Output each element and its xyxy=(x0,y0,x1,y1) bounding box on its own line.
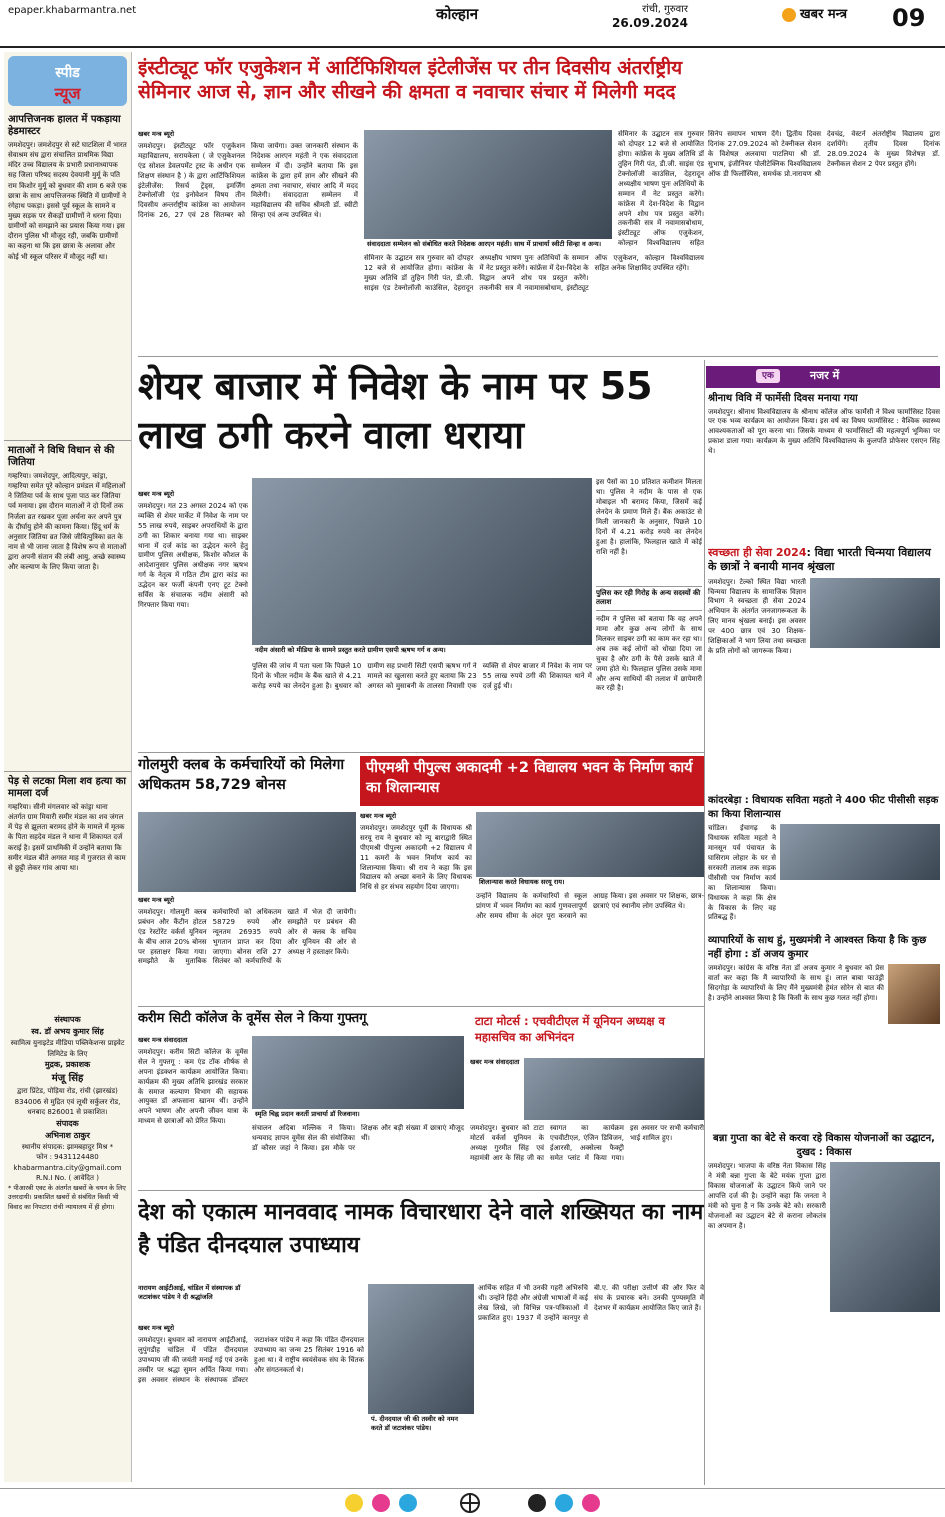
karim-col1 xyxy=(138,1036,248,1186)
address: द्वारा प्रिंटेड, पोड़िया रोड, रांची (झारखंड) 834006 से मुद्रित एवं लूथी सर्कुलर रोड, धनबाद 826001 से प्रकाशित। xyxy=(14,1087,121,1116)
editor-name: अभिनाश ठाकुर xyxy=(45,1130,90,1140)
top-article-col1 xyxy=(138,130,358,352)
top-body-3a: सेमिनार के उद्घाटन सत्र गुरुवार को दोपहर 12 बजे से आयोजित होगा। कांफ्रेंस के मुख्य अतिथि डॉ तुहिन गिरी पंत, डी.जी. साइंस एंड टेक्नोलॉजी काउंसिल, देहरादून अध्यक्षीय भाषण पुनः अतिथियों के सम्मान में नेट प्रस्तुत करेंगे। कांफ्रेंस में देश-विदेश के विद्वान अपने शोध पत्र प्रस्तुत करेंगे। तकनीकी सत्र में नवामासबोधाम, इंस्टीट्यूट ऑफ एजुकेशन, कोल्हान विश्वविद्यालय सहित xyxy=(618,130,704,248)
deen-body-2: आर्थिक सहित में भी उनकी गहरी अभिरुचि थी। उन्होंने हिंदी और अंग्रेजी भाषाओं में कई लेख लिखे, जो विभिन्न पत्र-पत्रिकाओं में प्रकाशित हुए। 1937 में उन्होंने कानपुर से बी.ए. की परीक्षा उत्तीर्ण की और फिर वे संघ के प्रचारक बने। उनकी पुण्यस्मृति में देशभर में कार्यक्रम आयोजित किए जाते हैं। xyxy=(478,1284,704,1322)
share-byline: खबर मन्त्र ब्यूरो xyxy=(138,490,175,498)
imprint-title: संस्थापक xyxy=(54,1015,81,1024)
deen-headline-block xyxy=(138,1196,704,1280)
deen-photo-caption: पं. दीनदयाल जी की तस्वीर को नमन करते डॉ जटाशंकर पांडेय। xyxy=(368,1414,474,1434)
top-article-col4 xyxy=(708,130,940,352)
phone: फोन : 9431124480 xyxy=(36,1153,99,1161)
left-body-3: गम्हरिया। सीनी मंगलवार को कांड्रा थाना अंतर्गत ग्राम मियारी समीर मंडल का शव जंगल में पेड़ से झूलता बरामद होने के मामले में मृतक के पिता सहदेव मंडल ने थाना में शिकायत दर्ज कराई है। इसमें प्राथमिकी में उन्होंने बताया कि समीर मंडल बीते अगस्त माह में गुजरात से काम से छुट्टी लेकर गांव आया था। xyxy=(8,803,126,872)
bonus-article xyxy=(138,896,356,1004)
pm-body: जमशेदपुर। जमशेदपुर पूर्वी के विधायक श्री सरयू राय ने बुधवार को न्यू बाराद्वारी स्थित पीएमश्री पीपुल्स अकादमी +2 विद्यालय में 11 कमरों के भवन निर्माण कार्य का शिलान्यास किया। श्री राय ने कहा कि इस विद्यालय को अच्छा बनाने के लिए विधायक निधि से हर संभव सहयोग दिया जाएगा। xyxy=(360,823,472,892)
right-body-3: चांडिल। ईचागढ़ के विधायक सविता महतो ने मानसून पर्व पंचायत के घासिराम लोहार के घर से सरकारी तालाब तक सड़क पीसीसी पथ निर्माण कार्य का शिलान्यास किया। विधायक ने कहा कि क्षेत्र के विकास के लिए वह प्रतिबद्ध हैं। xyxy=(708,824,776,922)
karim-body-2: संचालन अदिबा मल्लिक ने किया। धन्यवाद ज्ञापन वूमेंस सेल की संयोजिका डॉ कौसर जहां ने किया। इस मौके पर शिक्षक और बड़ी संख्या में छात्राएं मौजूद थीं। xyxy=(252,1124,464,1152)
tata-photo xyxy=(524,1058,704,1120)
deen-headline: देश को एकात्म मानववाद नामक विचारधारा देने वाले शख्सियत का नाम है पंडित दीनदयाल उपाध्याय xyxy=(138,1200,704,1258)
pm-headline: पीएमश्री पीपुल्स अकादमी +2 विद्यालय भवन के निर्माण कार्य का शिलान्यास xyxy=(360,756,704,806)
top-headline: इंस्टीट्यूट फॉर एजुकेशन में आर्टिफिशियल इंटेलीजेंस पर तीन दिवसीय अंतर्राष्ट्रीय सेमिनार आज से, ज्ञान और सीखने की क्षमता व नवाचार संचार में मिलेगी मदद xyxy=(138,57,683,104)
pm-col2 xyxy=(476,892,704,1002)
right-headline-1: श्रीनाथ विवि में फार्मेसी दिवस मनाया गया xyxy=(708,393,858,404)
masthead xyxy=(0,0,945,48)
swachhta-label: स्वच्छता ही सेवा 2024 xyxy=(708,546,807,559)
brand-logo xyxy=(782,6,847,24)
registration-magenta-2 xyxy=(582,1494,600,1512)
pm-col1 xyxy=(360,812,472,1002)
top-article-col3 xyxy=(618,130,704,250)
right-article-4 xyxy=(708,934,940,1128)
date-block xyxy=(612,4,688,30)
registration-cyan xyxy=(399,1494,417,1512)
share-col3 xyxy=(596,478,702,748)
pm-body-2: उन्होंने विद्यालय के कर्मचारियों से स्कूल प्रांगण में भवन निर्माण का कार्य गुणवत्तापूर्ण और समय सीमा के अंदर पूरा करवाने का आग्रह किया। इस अवसर पर शिक्षक, छात्र-छात्राएं एवं स्थानीय लोग उपस्थित थे। xyxy=(476,892,704,920)
share-side-caption: पुलिस कर रही गिरोह के अन्य सदस्यों की तलाश xyxy=(596,586,702,611)
ek-nazar-banner xyxy=(706,366,940,388)
email[interactable]: khabarmantra.city@gmail.com xyxy=(13,1163,122,1172)
right-article-2 xyxy=(708,546,940,790)
left-column xyxy=(4,52,132,1482)
karim-headline: करीम सिटी कॉलेज के वूमेंस सेल ने किया गुफ्तगू xyxy=(138,1011,367,1026)
speed-news-logo xyxy=(8,56,127,106)
top-headline-block xyxy=(138,56,708,126)
top-article-col2 xyxy=(364,254,704,352)
epaper-url[interactable]: epaper.khabarmantra.net xyxy=(8,5,137,16)
share-headline: शेयर बाजार में निवेश के नाम पर 55 लाख ठगी करने वाला धराया xyxy=(138,364,653,458)
share-photo xyxy=(252,478,592,656)
brand-logo-icon xyxy=(782,8,796,22)
share-photo-caption: नदीम अंसारी को मीडिया के सामने प्रस्तुत करते ग्रामीण एसपी ऋषभ गर्ग व अन्य। xyxy=(252,645,592,656)
share-body-2: पुलिस की जांच में पता चला कि पिछले 10 दिनों के भीतर नदीम के बैंक खाते से 4.21 करोड़ रुपये का लेनदेन हुआ है। बुधवार को ग्रामीण सह प्रभारी सिटी एसपी ऋषभ गर्ग ने मामले का खुलासा करते हुए बताया कि 23 अगस्त को मुसाबनी के तालसा निवासी एक व्यक्ति से शेयर बाजार में निवेश के नाम पर 55 लाख रुपये ठगी की शिकायत थाने में दर्ज हुई थी। xyxy=(252,662,592,690)
right-body-5: जमशेदपुर। भाजपा के वरिष्ठ नेता विकास सिंह ने मंत्री बन्ना गुप्ता के बेटे मयंक गुप्ता द्वारा विकास योजनाओं के उद्घाटन किये जाने पर आपत्ति दर्ज की है। उन्होंने कहा कि जनता ने मंत्री को चुना है न कि उनके बेटे को। सरकारी योजनाओं का उद्घाटन बेटे से कराना लोकतंत्र का अपमान है। xyxy=(708,1162,826,1230)
printer-label: मुद्रक, प्रकाशक xyxy=(44,1060,91,1069)
registration-magenta xyxy=(372,1494,390,1512)
editor-label: संपादक xyxy=(56,1118,79,1128)
bonus-headline: गोलमुरी क्लब के कर्मचारियों को मिलेगा अधिकतम 58,729 बोनस xyxy=(138,757,345,793)
right-headline-3: कांदरबेड़ा : विधायक सविता महतो ने 400 फीट पीसीसी सड़क का किया शिलान्यास xyxy=(708,795,939,820)
right-article-1 xyxy=(708,392,940,542)
top-photo xyxy=(364,130,612,250)
bonus-body: जमशेदपुर। गोलमुरी क्लब प्रबंधन और कैंटीन होटल एंड रेस्टोरेंट वर्कर्स यूनियन के बीच आज 20% बोनस पर हस्ताक्षर किया गया। समझौते के मुताबिक कर्मचारियों को अधिकतम 58729 रुपये और न्यूनतम 26935 रुपये भुगतान प्राप्त कर दिया जाएगा। बोनस राशि 27 सितंबर को कर्मचारियों के खाते में भेज दी जायेगी। समझौते पर प्रबंधन की ओर से क्लब के सचिव और यूनियन की ओर से अध्यक्ष ने हस्ताक्षर किये। xyxy=(138,907,356,966)
right-photo-3 xyxy=(780,824,940,880)
bonus-headline-block xyxy=(138,756,356,808)
deen-byline: खबर मन्त्र ब्यूरो xyxy=(138,1324,175,1332)
right-body-2: जमशेदपुर। टेल्को स्थित विद्या भारती चिन्मया विद्यालय के सामाजिक विज्ञान विभाग ने स्वच्छता ही सेवा 2024 अभियान के अंतर्गत जनजागरूकता के लिए मानव श्रृंखला बनाई। इस अवसर पर 400 छात्र एवं 30 शिक्षक-शिक्षिकाओं ने भाग लिया तथा स्वच्छता के प्रति लोगों को जागरूक किया। xyxy=(708,577,806,656)
top-byline: खबर मन्त्र ब्यूरो xyxy=(138,130,175,138)
news-label: न्यूज xyxy=(54,83,81,103)
deen-side xyxy=(138,1284,244,1320)
right-article-3 xyxy=(708,794,940,930)
karim-photo-caption: स्मृति चिह्न प्रदान करतीं प्राचार्या डॉ रिजवाना। xyxy=(252,1109,464,1120)
top-photo-caption: संवाददाता सम्मेलन को संबोधित करते निदेशक आरएन महंती। साथ में प्राचार्या स्वीटी सिन्हा व अन्य। xyxy=(364,239,612,250)
deen-side-caption: नारायण आईटीआई, चांडिल में संस्थापक डॉ जटाशंकर पांडेय ने दी श्रद्धांजलि xyxy=(138,1284,241,1301)
registration-target-icon xyxy=(460,1493,480,1513)
tata-headline: टाटा मोटर्स : एचवीटीएल में यूनियन अध्यक्ष व महासचिव का अभिनंदन xyxy=(470,1010,704,1054)
right-photo-2 xyxy=(810,578,940,648)
karim-col2 xyxy=(252,1124,464,1186)
divider xyxy=(138,752,704,753)
deen-col2 xyxy=(478,1284,704,1484)
right-article-5 xyxy=(708,1132,940,1484)
pm-photo-caption: शिलान्यास करते विधायक सरयू राय। xyxy=(476,877,704,888)
local-editor: स्थानीय संपादक: झामबहादुर मिश्र * xyxy=(21,1142,114,1151)
divider xyxy=(138,356,938,357)
registration-cyan-2 xyxy=(555,1494,573,1512)
left-headline-1: आपत्तिजनक हालत में पकड़ाया हेडमास्टर xyxy=(8,114,121,137)
column-rule xyxy=(704,360,705,1485)
left-body-1: जमशेदपुर। जमशेदपुर से सटे घाटशिला में भारत सेवाश्रम संघ द्वारा संचालित प्राथमिक विद्या मंदिर उच्च विद्यालय के प्रभारी प्रधानाध्यापक सह जिला परिषद सदस्य देवयानी मुर्मू के पति राम किशोर मुर्मू को बुधवार की शाम 6 बजे एक छात्रा के साथ आपत्तिजनक स्थिति में ग्रामीणों ने रंगेहाथ पकड़ा। इससे पूर्व स्कूल के सामने व मुख्य सड़क पर सैकड़ों ग्रामीणों ने धरना दिया। ग्रामीणों को समझाने का प्रयास किया गया। इस दौरान पुलिस भी मौजूद रही, जबकि ग्रामीणों का कहना था कि इस छात्रा के अलावा और कोई भी स्कूल परिसर में मौजूद नहीं था। xyxy=(8,141,127,261)
imprint xyxy=(4,1010,131,1217)
divider xyxy=(138,1190,704,1191)
left-headline-2: माताओं ने विधि विधान से की जितिया xyxy=(4,440,131,471)
right-headline-5: बन्ना गुप्ता का बेटे से करवा रहे विकास योजनाओं का उद्घाटन, दुखद : विकास xyxy=(713,1133,935,1158)
printer-name: मंजू सिंह xyxy=(51,1073,84,1084)
divider xyxy=(138,1006,704,1007)
tata-byline: खबर मन्त्र संवाददाता xyxy=(470,1058,520,1066)
speed-label: स्पीड xyxy=(55,65,80,81)
right-body-4: जमशेदपुर। कांग्रेस के वरिष्ठ नेता डॉ अजय कुमार ने बुधवार को प्रेस वार्ता कर कहा कि मैं व्यापारियों के साथ हूं। लाल बाबा फाउंड्री सिदगोड़ा के व्यापारियों के लिए मैंने मुख्यमंत्री हेमंत सोरेन से बात की है। उन्होंने आश्वस्त किया है कि किसी के साथ कुछ गलत नहीं होगा। xyxy=(708,964,884,1002)
registration-yellow xyxy=(345,1494,363,1512)
karim-body: जमशेदपुर। करीम सिटी कॉलेज के वूमेंस सेल ने गुफ्तगू : कम एंड टॉक शीर्षक से अपना इंडक्शन कार्यक्रम आयोजित किया। कार्यक्रम की मुख्य अतिथि झारखंड सरकार के समाज कल्याण विभाग की सहायक आयुक्त डॉ अफसाना खानम थीं। उन्होंने अपने भाषण और अपनी जीवन यात्रा के माध्यम से छात्राओं को प्रेरित किया। xyxy=(138,1047,248,1126)
pm-byline: खबर मन्त्र ब्यूरो xyxy=(360,812,397,820)
pm-photo xyxy=(476,812,704,888)
nazar-tag: एक xyxy=(756,369,780,383)
nazar-title: नजर में xyxy=(810,369,840,382)
top-body-2: सेमिनार के उद्घाटन सत्र गुरुवार को दोपहर 12 बजे से आयोजित होगा। कांफ्रेंस के मुख्य अतिथि डॉ तुहिन गिरी पंत, डी.जी. साइंस एंड टेक्नोलॉजी काउंसिल, देहरादून अध्यक्षीय भाषण पुनः अतिथियों के सम्मान में नेट प्रस्तुत करेंगे। कांफ्रेंस में देश-विदेश के विद्वान अपने शोध पत्र प्रस्तुत करेंगे। तकनीकी सत्र में नवामासबोधाम, इंस्टीट्यूट ऑफ एजुकेशन, कोल्हान विश्वविद्यालय सहित अनेक शिक्षाविद उपस्थित रहेंगे। xyxy=(364,254,704,292)
issue-date: 26.09.2024 xyxy=(612,16,688,30)
tata-body: जमशेदपुर। बुधवार को टाटा मोटर्स वर्कर्स यूनियन के अध्यक्ष गुरमीत सिंह एवं महामंत्री आर के सिंह जी का स्वागत का कार्यक्रम एचवीटीएल, एंजिन डिविजन, ईआरसी, अक्सेल्स फैक्ट्री समेत प्लांट में किया गया। इस अवसर पर सभी कर्मचारी भाई शामिल हुए। xyxy=(470,1124,704,1162)
top-body: जमशेदपुर। इंस्टीट्यूट फॉर एजुकेशन महाविद्यालय, सरायकेला ( जे एजुकेशनल एंड सोशल डेवलपमेंट ट्रस्ट के अधीन एक शिक्षण संस्थान है ) के द्वारा आर्टिफिशियल इंटेलीजेंस: रिसर्च ट्रेंड्स, इमर्जिंग टेक्नोलॉजी एंड इनोवेशन विषय तीन दिवसीय अन्तर्राष्ट्रीय कांफ्रेंस का आयोजन दिनांक 26, 27 एवं 28 सितम्बर को किया जायेगा। उक्त जानकारी संस्थान के निदेशक आरएन महंती ने एक संवाददाता सम्मेलन में दी। उन्होंने बताया कि इस कांफ्रेंस के द्वारा हमें ज्ञान और सीखने की क्षमता तथा नवाचार, संचार आदि में मदद मिलेगी। संवाददाता सम्मेलन में महाविद्यालय की सचिव श्रीमती डॉ. स्वीटी सिन्हा एवं अन्य उपस्थित थे। xyxy=(138,141,358,220)
karim-byline: खबर मन्त्र संवाददाता xyxy=(138,1036,188,1044)
deen-photo xyxy=(368,1284,474,1434)
deen-col1 xyxy=(138,1324,364,1484)
karim-photo xyxy=(252,1036,464,1120)
right-headline-4: व्यापारियों के साथ हुं, मुख्यमंत्री ने आश्वस्त किया है कि कुछ नहीं होगा : डॉ अजय कुमार xyxy=(708,935,927,960)
legal-note: * पीआरबी एक्ट के अंतर्गत खबरों के चयन के लिए उत्तरदायी। प्रकाशित खबरों से संबंधित किसी भी विवाद का निपटारा रांची न्यायालय में ही होगा। xyxy=(8,1183,126,1211)
share-col2 xyxy=(252,662,592,748)
brand-name: खबर मन्त्र xyxy=(800,7,848,22)
publisher-lines: स्वामित्व युनाइटेड मीडिया पब्लिकेशन्स प्राइवेट लिमिटेड के लिए xyxy=(10,1039,125,1058)
share-body-3: इस पैसों का 10 प्रतिशत कमीशन मिलता था। पुलिस ने नदीम के पास से एक मोबाइल भी बरामद किया, जिसमें कई लेनदेन के प्रमाण मिले हैं। बैंक अकाउंट से मिली जानकारी के अनुसार, पिछले 10 दिनों में 4.21 करोड़ रुपये का लेनदेन हुआ है। हालांकि, फिलहाल खाते में कोई राशि नहीं है। xyxy=(596,478,702,556)
right-photo-4 xyxy=(888,964,940,1024)
page-number: 09 xyxy=(892,4,926,32)
left-headline-3: पेड़ से लटका मिला शव हत्या का मामला दर्ज xyxy=(4,771,131,802)
deen-body: जमशेदपुर। बुधवार को नारायण आईटीआई, लुपुंगडीह चांडिल में पंडित दीनदयाल उपाध्याय जी की जयंती मनाई गई एवं उनके तस्वीर पर श्रद्धा सुमन अर्पित किया गया। इस अवसर संस्थान के संस्थापक डॉक्टर जटाशंकर पांडेय ने कहा कि पंडित दीनदयाल उपाध्याय का जन्म 25 सितंबर 1916 को हुआ था। वे राष्ट्रीय स्वयंसेवक संघ के चिंतक और संगठनकर्ता थे। xyxy=(138,1335,364,1384)
top-body-3: सिनेप समापन भाषण देंगे। द्वितीय दिवस दिनांक 27.09.2024 को टेक्नीकल सेशन के विशेषज्ञ अलवाया पाटलिया श्री डॉ. सुभाष, इंजीनियर पोलीटेक्निक विश्वविद्यालय ऑफ डी फिलॉस्पिस, समर्थक प्रो.नारायण श्री देवचंद्र, वेस्टर्न अंतर्राष्ट्रीय विद्यालय द्वारा दर्शायेंगे। तृतीय दिवस दिनांक 28.09.2024 के मुख्य विशेषज्ञ डॉ. टेक्नीकल सेशन 2 पेपर प्रस्तुत होंगे। xyxy=(708,130,940,178)
left-body-2: गम्हरिया। जमशेदपुर, आदित्यपुर, कांड्रा, गम्हरिया समेत पूरे कोल्हान प्रमंडल में महिलाओं ने जितिया पर्व के साथ पूजा पाठ कर जितिया पर्व मनाया। इस दौरान माताओं ने दो दिनों तक निर्जला व्रत रखकर पूजा अर्चना कर अपने पुत्र के दीर्घायु होने की कामना किया। हिंदू धर्म के अनुसार जितिया व्रत जिसे जीवित्पुत्रिका व्रत के नाम से भी जाना जाता है विशेष रूप से माताओं द्वारा अपनी संतान की लंबी आयु, अच्छे स्वास्थ्य और कल्याण के लिए किया जाता है। xyxy=(8,472,127,572)
city-day: रांची, गुरुवार xyxy=(642,4,688,15)
rni: R.N.I No. ( आवेदित ) xyxy=(36,1174,99,1182)
right-photo-5 xyxy=(830,1162,940,1312)
section-title: कोल्हान xyxy=(436,5,479,23)
tata-col2 xyxy=(470,1124,704,1186)
share-headline-block xyxy=(138,362,698,474)
right-headline-2: : विद्या भारती चिन्मया विद्यालय के छात्रों ने बनायी मानव श्रृंखला xyxy=(708,546,931,574)
karim-headline-block xyxy=(138,1010,464,1032)
founder-name: स्व. डॉ अभय कुमार सिंह xyxy=(31,1027,104,1036)
share-body-4: नदीम ने पुलिस को बताया कि वह अपने मामा और कुछ अन्य लोगों के साथ मिलकर साइबर ठगी का काम कर रहा था। अब तक कई लोगों को धोखा दिया जा चुका है और ठगी के पैसे उसके खाते में जमा होते थे। फिलहाल पुलिस उसके मामा और अन्य साथियों की तलाश में छापेमारी कर रही है। xyxy=(596,614,702,693)
right-body-1: जमशेदपुर। श्रीनाथ विश्वविद्यालय के श्रीनाथ कॉलेज ऑफ फार्मेसी ने विश्व फार्मासिस्ट दिवस पर एक भव्य कार्यक्रम का आयोजन किया। इस वर्ष का विषय फार्मासिस्ट : वैश्विक स्वास्थ्य आवश्यकताओं को पूरा करना था। जिसके माध्यम से फार्मासिस्टों की महत्वपूर्ण भूमिका पर प्रकाश डाला गया। कार्यक्रम के मुख्य अतिथि विश्वविद्यालय के कुलपति प्रोफेसर एसएन सिंह थे। xyxy=(708,407,940,456)
registration-black xyxy=(528,1494,546,1512)
bonus-byline: खबर मन्त्र ब्यूरो xyxy=(138,896,175,904)
share-body: जमशेदपुर। गत 23 अगस्त 2024 को एक व्यक्ति से शेयर मार्केट में निवेश के नाम पर 55 लाख रुपये, साइबर अपराधियों के द्वारा ठगी का शिकार बनाया गया था। साइबर थाना में दर्ज कांड का उद्भेदन करने हेतु ग्रामीण पुलिस अधीक्षक, किशोर कौशल के आदेशानुसार पुलिस अधीक्षक नगर ऋषभ गर्ग के नेतृत्व में गठित टीम द्वारा कांड का उद्भेदन कर फर्जी कंपनी एनए टूट टेक्नो सर्विस के संचालक नदीम अंसारी को गिरफ्तार किया गया। xyxy=(138,501,248,610)
bonus-photo xyxy=(138,812,356,892)
share-col1 xyxy=(138,490,248,748)
